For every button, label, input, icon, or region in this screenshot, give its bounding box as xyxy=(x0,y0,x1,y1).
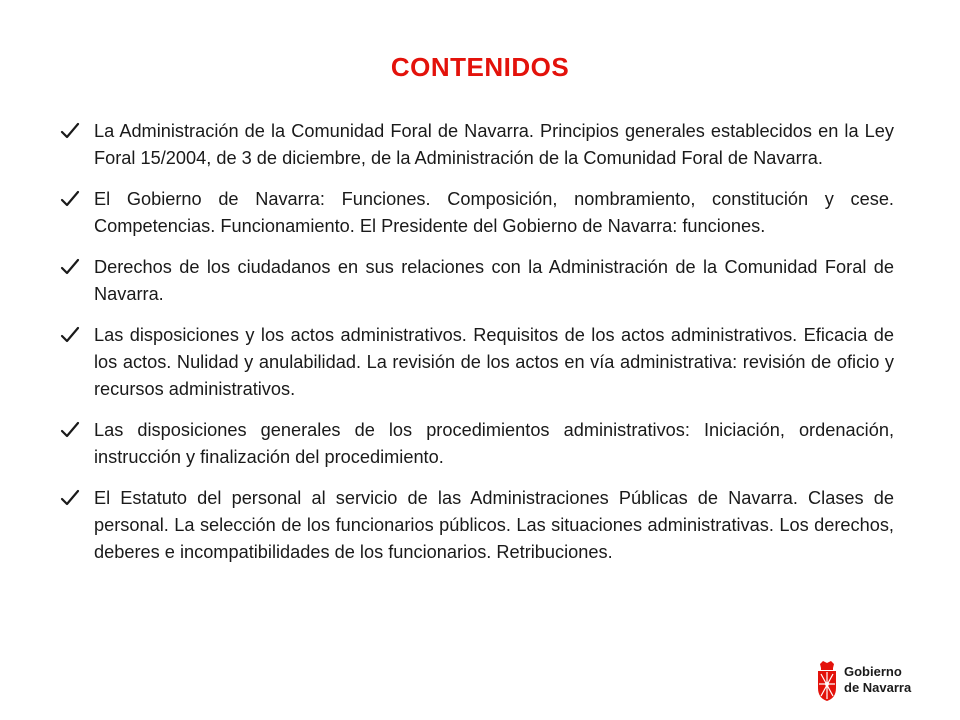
list-item xyxy=(58,186,894,240)
check-icon xyxy=(60,257,80,277)
list-item xyxy=(58,417,894,471)
contents-list xyxy=(58,118,894,580)
slide-title: CONTENIDOS xyxy=(390,52,570,82)
list-item-text: El Gobierno de Navarra: Funciones. Composición, nombramiento, constitución y cese. Competencias. Funcionamiento. El Presidente del Gobierno de Navarra: funciones. xyxy=(94,189,894,236)
list-item-text: Derechos de los ciudadanos en sus relaciones con la Administración de la Comunidad Foral de Navarra. xyxy=(94,257,894,304)
check-icon xyxy=(60,488,80,508)
list-item xyxy=(58,322,894,403)
check-icon xyxy=(60,121,80,141)
check-icon xyxy=(60,189,80,209)
logo-line-1: Gobierno xyxy=(844,664,902,679)
list-item-text: Las disposiciones y los actos administrativos. Requisitos de los actos administrativos. Eficacia de los actos. Nulidad y anulabilidad. La revisión de los actos en vía administrativa: revisión de oficio y recursos administrativos. xyxy=(94,325,894,399)
list-item xyxy=(58,118,894,172)
logo-wordmark xyxy=(844,664,911,696)
list-item-text: El Estatuto del personal al servicio de las Administraciones Públicas de Navarra. Clases de personal. La selección de los funcionarios públicos. Las situaciones administrativas. Los derechos, deberes e incompatibilidades de los funcionarios. Retribuciones. xyxy=(94,488,894,562)
logo-line-2: de Navarra xyxy=(844,680,912,695)
list-item xyxy=(58,254,894,308)
list-item-text: La Administración de la Comunidad Foral de Navarra. Principios generales establecidos en la Ley Foral 15/2004, de 3 de diciembre, de la Administración de la Comunidad Foral de Navarra. xyxy=(94,121,894,168)
list-item xyxy=(58,485,894,566)
check-icon xyxy=(60,420,80,440)
gobierno-navarra-logo xyxy=(816,660,926,702)
check-icon xyxy=(60,325,80,345)
list-item-text: Las disposiciones generales de los procedimientos administrativos: Iniciación, ordenación, instrucción y finalización del procedimiento. xyxy=(94,420,894,467)
navarra-coat-of-arms-icon xyxy=(816,660,838,702)
